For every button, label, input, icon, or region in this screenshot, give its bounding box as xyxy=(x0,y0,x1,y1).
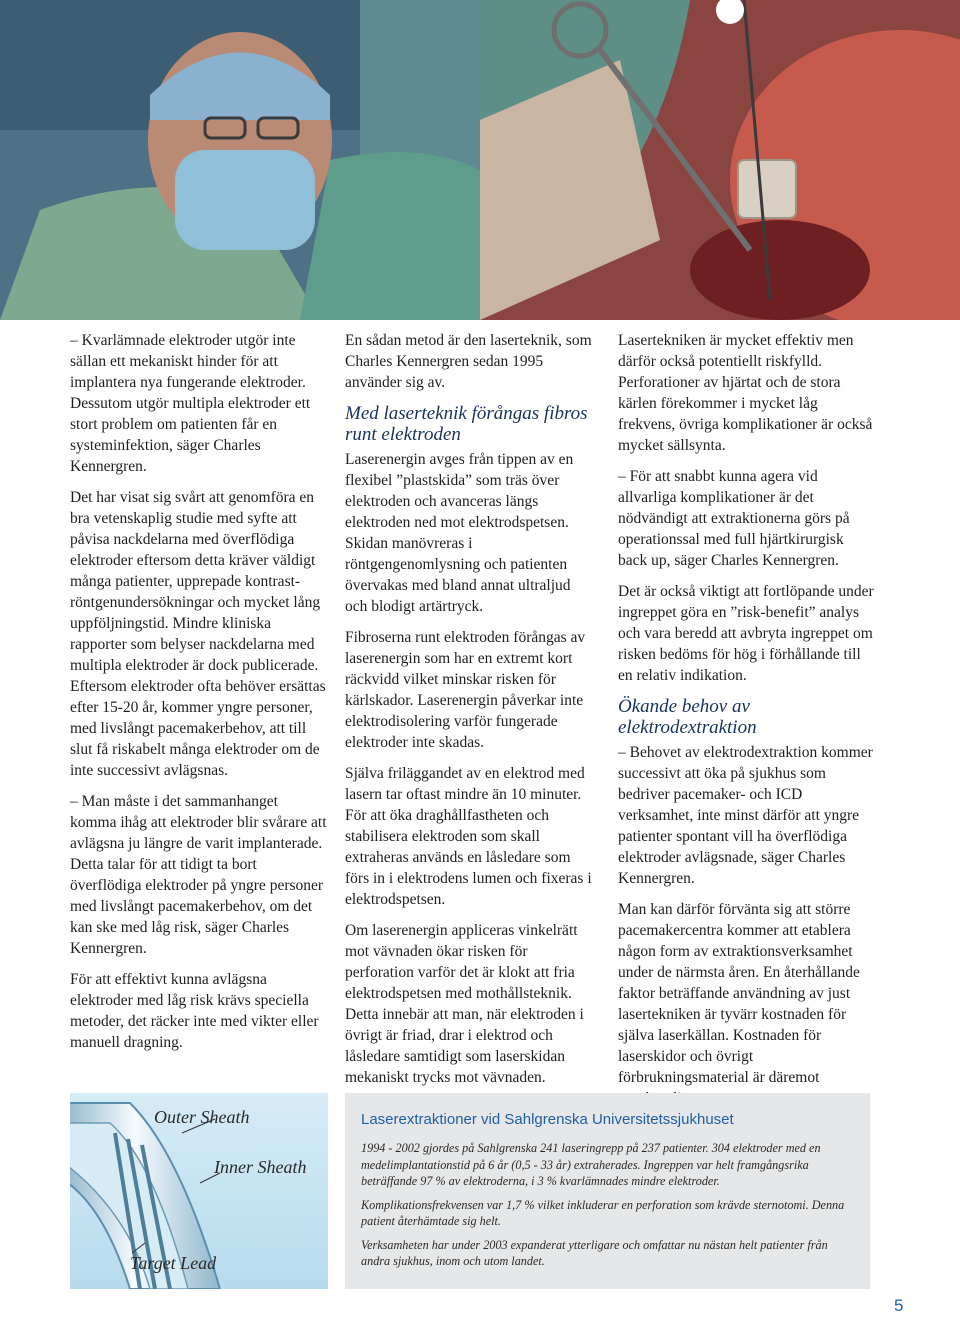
page-number: 5 xyxy=(894,1296,904,1315)
info-paragraph: Verksamheten har under 2003 expanderat ytterligare och omfattar nu nästan helt patienter från andra sjukhus, inom och utom landet. xyxy=(361,1237,828,1268)
surgery-illustration xyxy=(480,0,960,320)
section-heading: Med laserteknik förångas fibros runt elektroden xyxy=(345,403,588,445)
paragraph: Man kan därför förvänta sig att större pacemakercentra kommer att etablera någon form av extraktionsverksamhet under de närmsta åren. En återhållande faktor beträffande användning av just lasertekniken är tyvärr kostnaden för själva laserkällan. Kostnaden för laserskidor och övrigt förbrukningsmaterial är däremot xyxy=(618,901,860,1086)
paragraph: Det har visat sig svårt att genomföra en bra vetenskaplig studie med syfte att påvisa nackdelarna med överflödiga elektroder eftersom detta kräver väldigt många patienter, upprepade kontrast-röntgenundersökningar och mycket lång uppföljningstid. Mindre kliniska rapporter som belyser nackdelarna med multipla elektroder är dock publicerade. Eftersom elektroder ofta behöver ersättas efter 15-20 år, kommer yngre personer, med livslångt pacemakerbehov, att till slut få riskabelt många elektroder om de inte successivt avlägsnas. xyxy=(70,489,326,779)
info-paragraph: 1994 - 2002 gjordes på Sahlgrenska 241 laseringrepp på 237 patienter. 304 elektroder med en medelimplantationstid på 6 år (0,5 - 33 år) extraherades. Ingreppen var helt framgångsrika beträffande 97 % av elektroderna, i 3 % kvarlämnades mindre elektroder. xyxy=(361,1141,821,1188)
column-1 xyxy=(70,330,328,1063)
paragraph: Lasertekniken är mycket effektiv men därför också potentiellt riskfylld. Perforationer av hjärtat och de stora kärlen förekommer i mycket låg frekvens, övriga komplikationer är också mycket sällsynta. xyxy=(618,332,873,454)
paragraph: – Behovet av elektrodextraktion kommer successivt att öka på sjukhus som bedriver pacemaker- och ICD verksamhet, inte minst därför att yngre patienter spontant vill ha överflödiga elektroder avlägsnade, säger Charles Kennergren. xyxy=(618,744,873,887)
surgeon-photo xyxy=(0,0,480,320)
paragraph: Laserenergin avges från tippen av en flexibel ”plastskida” som träs över elektroden och avanceras längs elektroden ned mot elektrodspetsen. Skidan manövreras i röntgengenomlysning och patienten övervakas med bland annat ultraljud och blodigt artärtryck. xyxy=(345,451,574,615)
target-lead-label: Target Lead xyxy=(130,1253,217,1273)
paragraph: – Man måste i det sammanhanget komma ihåg att elektroder blir svårare att avlägsna ju längre de varit implanterade. Detta talar för att tidigt ta bort överflödiga elektroder på yngre personer med livslångt pacemakerbehov, om det kan ske med låg risk, säger Charles Kennergren. xyxy=(70,793,327,957)
paragraph: För att effektivt kunna avlägsna elektroder med låg risk krävs speciella metoder, det räcker inte med vikter eller manuell dragning. xyxy=(70,971,319,1051)
paragraph: Fibroserna runt elektroden förångas av laserenergin som har en extremt kort räckvidd vilket minskar risken för kärlskador. Laserenergin påverkar inte elektrodisolering varför fungerade elektroder inte skadas. xyxy=(345,629,586,751)
info-box-title: Laserextraktioner vid Sahlgrenska Universitetssjukhuset xyxy=(361,1111,734,1128)
paragraph: En sådan metod är den laserteknik, som Charles Kennergren sedan 1995 använder sig av. xyxy=(345,332,592,391)
outer-sheath-label: Outer Sheath xyxy=(154,1107,250,1127)
section-heading: Ökande behov av elektrodextraktion xyxy=(618,696,757,738)
info-box xyxy=(345,1093,870,1289)
paragraph: Det är också viktigt att fortlöpande under ingreppet göra en ”risk-benefit” analys och vara beredd att avbryta ingreppet om risken bedöms för hög i förhållande till en relativ indikation. xyxy=(618,583,874,684)
surgery-photo xyxy=(480,0,960,320)
inner-sheath-label: Inner Sheath xyxy=(214,1157,307,1177)
surgeon-illustration xyxy=(0,0,480,320)
paragraph: Själva friläggandet av en elektrod med lasern tar oftast mindre än 10 minuter. För att öka draghållfastheten och stabilisera elektroden som skall extraheras används en låsledare som förs in i elektrodens lumen och fixeras i elektrodspetsen. xyxy=(345,765,592,908)
info-paragraph: Komplikationsfrekvensen var 1,7 % vilket inkluderar en perforation som krävde sternotomi. Denna patient återhämtade sig helt. xyxy=(361,1197,845,1228)
column-2 xyxy=(345,330,595,1098)
sheath-diagram xyxy=(70,1093,328,1289)
paragraph: – För att snabbt kunna agera vid allvarliga komplikationer är det nödvändigt att extraktionerna görs på operationssal med full hjärtkirurgisk back up, säger Charles Kennergren. xyxy=(618,468,850,569)
column-3 xyxy=(618,330,874,1119)
paragraph: – Kvarlämnade elektroder utgör inte sällan ett mekaniskt hinder för att implantera nya fungerande elektroder. Dessutom utgör multipla elektroder ett stort problem om patienten får en systeminfektion, säger Charles Kennergren. xyxy=(70,332,311,475)
paragraph: Om laserenergin appliceras vinkelrätt mot vävnaden ökar risken för perforation varför det är klokt att fria elektrodspetsen med mothållsteknik. Detta innebär att man, när elektroden i övrigt är friad, drar i elektrod och låsledare samtidigt som laserskidan mekaniskt trycks mot vävnaden. xyxy=(345,922,584,1086)
